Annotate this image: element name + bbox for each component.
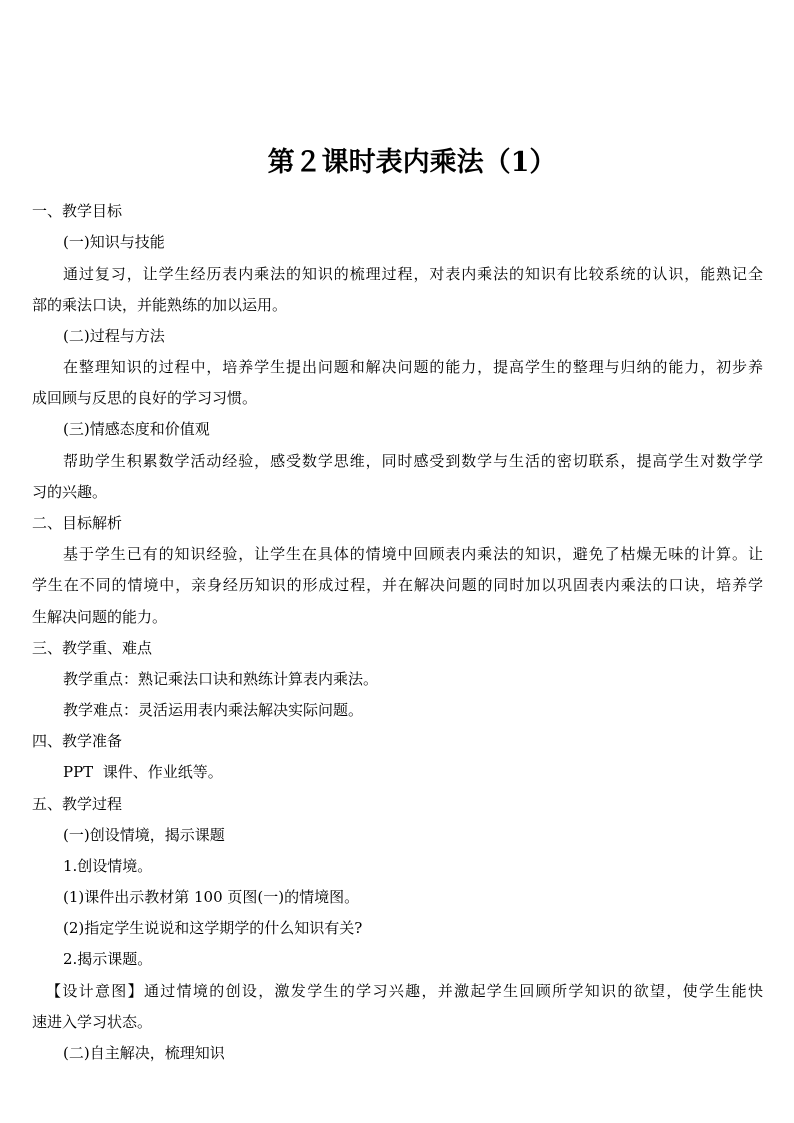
section-heading-process: 五、教学过程 xyxy=(32,795,123,813)
subheading-process-method: (二)过程与方法 xyxy=(63,327,165,345)
lesson-title: 第２课时表内乘法（1） xyxy=(267,147,557,178)
difficult-point-line: 教学难点：灵活运用表内乘法解决实际问题。 xyxy=(63,701,364,719)
preparation-line: PPT 课件、作业纸等。 xyxy=(63,763,223,781)
subheading-knowledge-skills: (一)知识与技能 xyxy=(63,233,165,251)
paragraph-line: 生解决问题的能力。 xyxy=(32,608,168,626)
paragraph-line: 部的乘法口诀，并能熟练的加以运用。 xyxy=(32,296,288,314)
paragraph-line: 基于学生已有的知识经验，让学生在具体的情境中回顾表内乘法的知识，避免了枯燥无味的计算。让 xyxy=(63,545,763,563)
paragraph-line: 通过复习，让学生经历表内乘法的知识的梳理过程，对表内乘法的知识有比较系统的认识，能熟记全 xyxy=(63,265,763,283)
section-heading-analysis: 二、目标解析 xyxy=(32,514,123,532)
design-intent-line: 【设计意图】通过情境的创设，激发学生的学习兴趣，并激起学生回顾所学知识的欲望，使学生能快 xyxy=(46,982,763,1000)
step-line: (1)课件出示教材第 100 页图(一)的情境图。 xyxy=(63,888,360,906)
step-line: 2.揭示课题。 xyxy=(63,950,153,968)
section-heading-objectives: 一、教学目标 xyxy=(32,202,123,220)
key-point-line: 教学重点：熟记乘法口诀和熟练计算表内乘法。 xyxy=(63,670,379,688)
paragraph-line: 在整理知识的过程中，培养学生提出问题和解决问题的能力，提高学生的整理与归纳的能力，初步养 xyxy=(63,358,763,376)
paragraph-line: 学生在不同的情境中，亲身经历知识的形成过程，并在解决问题的同时加以巩固表内乘法的口诀，培养学 xyxy=(32,576,763,594)
subheading-create-context: (一)创设情境，揭示课题 xyxy=(63,826,225,844)
paragraph-line: 习的兴趣。 xyxy=(32,483,108,501)
section-heading-key-points: 三、教学重、难点 xyxy=(32,639,153,657)
paragraph-line: 帮助学生积累数学活动经验，感受数学思维，同时感受到数学与生活的密切联系，提高学生对数学学 xyxy=(63,452,763,470)
paragraph-line: 速进入学习状态。 xyxy=(32,1013,153,1031)
step-line: (2)指定学生说说和这学期学的什么知识有关? xyxy=(63,919,363,937)
paragraph-line: 成回顾与反思的良好的学习习惯。 xyxy=(32,389,258,407)
subheading-self-solve: (二)自主解决，梳理知识 xyxy=(63,1044,225,1062)
subheading-attitude-values: (三)情感态度和价值观 xyxy=(63,420,210,438)
section-heading-preparation: 四、教学准备 xyxy=(32,732,123,750)
step-line: 1.创设情境。 xyxy=(63,857,153,875)
